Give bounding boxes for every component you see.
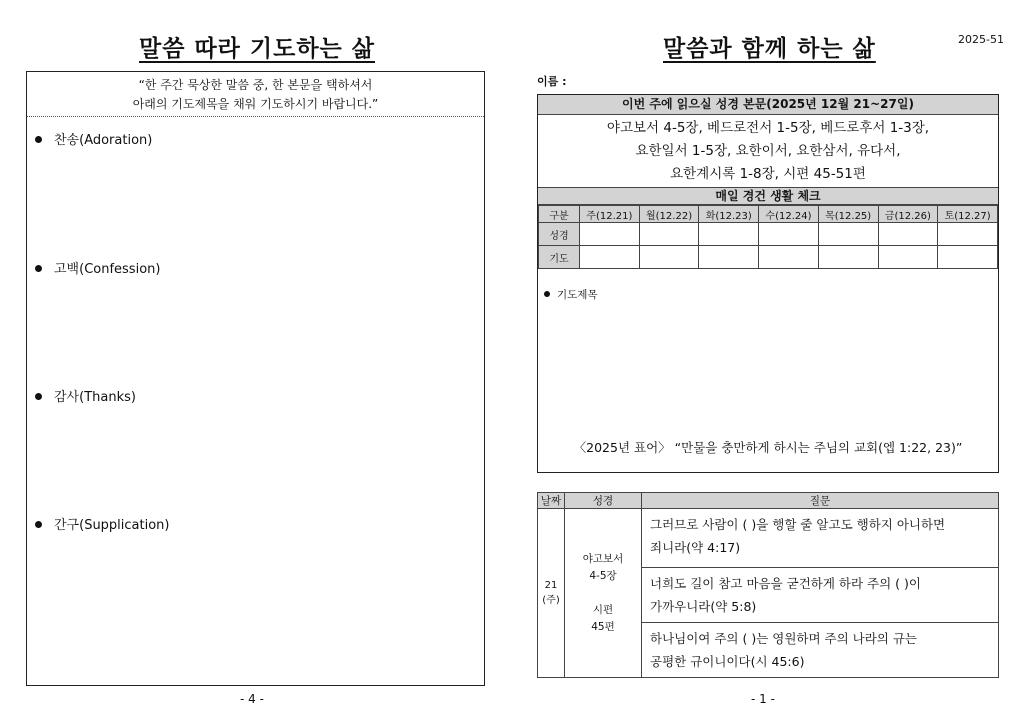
check-cell[interactable]	[699, 246, 759, 269]
issue-number: 2025-51	[958, 33, 1004, 46]
col-date: 날짜	[538, 493, 565, 509]
category-supplication: 간구(Supplication)	[35, 514, 170, 533]
check-header: 매일 경건 생활 체크	[538, 188, 998, 205]
date-number: 21	[544, 580, 558, 591]
prayer-requests-area[interactable]	[538, 273, 998, 472]
check-cell[interactable]	[759, 246, 819, 269]
check-row-prayer: 기도	[539, 246, 580, 269]
check-cell[interactable]	[818, 246, 878, 269]
category-adoration: 찬송(Adoration)	[35, 129, 152, 148]
question-1: 그러므로 사람이 ( )을 행할 줄 알고도 행하지 아니하면 죄니라(약 4:17)	[642, 509, 999, 568]
passages	[538, 115, 998, 188]
passage-line-3: 요한계시록 1-8장, 시편 45-51편	[670, 166, 866, 182]
check-cell[interactable]	[699, 223, 759, 246]
check-col-sun: 주(12.21)	[580, 206, 640, 223]
name-label: 이름 :	[537, 75, 567, 88]
check-col-wed: 수(12.24)	[759, 206, 819, 223]
bullet-icon	[35, 136, 42, 143]
right-page-number: - 1 -	[751, 692, 775, 706]
check-cell[interactable]	[580, 246, 640, 269]
bullet-icon	[35, 521, 42, 528]
devotion-check-table	[538, 205, 998, 269]
question-3: 하나님이여 주의 ( )는 영원하며 주의 나라의 규는 공평한 규이니이다(시 45:6)	[642, 623, 999, 678]
col-bible: 성경	[565, 493, 642, 509]
bullet-icon	[35, 393, 42, 400]
check-col-mon: 월(12.22)	[639, 206, 699, 223]
year-motto: 〈2025년 표어〉 “만물을 충만하게 하시는 주님의 교회(엡 1:22, 23)”	[573, 440, 963, 455]
date-cell	[538, 509, 565, 678]
prayer-worksheet	[26, 71, 485, 686]
check-col-tue: 화(12.23)	[699, 206, 759, 223]
bible-book-1: 야고보서	[582, 552, 624, 565]
check-col-fri: 금(12.26)	[878, 206, 938, 223]
check-col-sat: 토(12.27)	[938, 206, 998, 223]
bible-cell	[565, 509, 642, 678]
check-col-category: 구분	[539, 206, 580, 223]
instruction-line-2: 아래의 기도제목을 채워 기도하시기 바랍니다.”	[132, 97, 379, 111]
questions-table	[537, 492, 999, 678]
date-day: (주)	[542, 595, 560, 606]
check-cell[interactable]	[580, 223, 640, 246]
bible-chapters-2: 45편	[591, 620, 615, 633]
category-confession: 고백(Confession)	[35, 258, 160, 277]
check-cell[interactable]	[938, 223, 998, 246]
question-2: 너희도 길이 참고 마음을 굳건하게 하라 주의 ( )이 가까우니라(약 5:8)	[642, 568, 999, 623]
reading-plan-box	[537, 94, 999, 473]
check-col-thu: 목(12.25)	[818, 206, 878, 223]
check-row-bible: 성경	[539, 223, 580, 246]
check-cell[interactable]	[759, 223, 819, 246]
bible-chapters-1: 4-5장	[589, 569, 617, 582]
passage-line-1: 야고보서 4-5장, 베드로전서 1-5장, 베드로후서 1-3장,	[606, 120, 930, 136]
check-cell[interactable]	[639, 223, 699, 246]
check-cell[interactable]	[938, 246, 998, 269]
col-question: 질문	[642, 493, 999, 509]
left-page-title: 말씀 따라 기도하는 삶	[139, 36, 375, 62]
instruction-text	[27, 72, 484, 117]
check-cell[interactable]	[878, 246, 938, 269]
check-cell[interactable]	[639, 246, 699, 269]
check-cell[interactable]	[878, 223, 938, 246]
bible-book-2: 시편	[592, 603, 614, 616]
passage-line-2: 요한일서 1-5장, 요한이서, 요한삼서, 유다서,	[635, 143, 901, 159]
instruction-line-1: “한 주간 묵상한 말씀 중, 한 본문을 택하셔서	[138, 78, 373, 92]
prayer-label: 기도제목	[544, 287, 598, 302]
right-page-title: 말씀과 함께 하는 삶	[663, 36, 876, 62]
reading-header: 이번 주에 읽으실 성경 본문(2025년 12월 21~27일)	[538, 95, 998, 115]
bullet-icon	[544, 291, 550, 297]
bullet-icon	[35, 265, 42, 272]
category-thanks: 감사(Thanks)	[35, 386, 136, 405]
left-page-number: - 4 -	[240, 692, 264, 706]
check-cell[interactable]	[818, 223, 878, 246]
